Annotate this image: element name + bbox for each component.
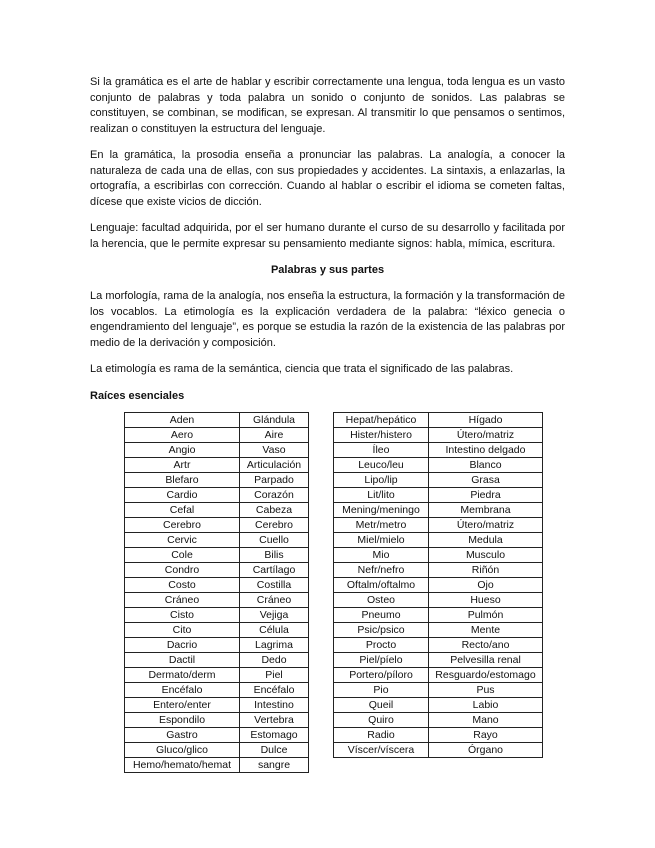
table-row (125, 547, 309, 562)
meaning-cell: Pulmón (429, 607, 543, 622)
root-cell: Lit/lito (334, 487, 429, 502)
root-cell: Encéfalo (125, 682, 240, 697)
root-cell: Hemo/hemato/hemat (125, 757, 240, 772)
paragraph-morfologia: La morfología, rama de la analogía, nos enseña la estructura, la formación y la transformación de los vocablos. La etimología es la explicación verdadera de la palabra: “léxico genecia o engendramiento del lenguaje”, es porque se estudia la razón de la existencia de las palabras por medio de la derivación y composición. (90, 290, 565, 349)
meaning-cell: Corazón (240, 487, 309, 502)
root-cell: Angio (125, 442, 240, 457)
meaning-cell: Cabeza (240, 502, 309, 517)
table-row (125, 682, 309, 697)
meaning-cell: Hígado (429, 412, 543, 427)
root-cell: Gastro (125, 727, 240, 742)
table-row (125, 487, 309, 502)
root-cell: Nefr/nefro (334, 562, 429, 577)
table-row (334, 442, 543, 457)
meaning-cell: sangre (240, 757, 309, 772)
table-row (334, 532, 543, 547)
table-row (334, 622, 543, 637)
meaning-cell: Bilis (240, 547, 309, 562)
root-cell: Cervic (125, 532, 240, 547)
meaning-cell: Ojo (429, 577, 543, 592)
root-cell: Cefal (125, 502, 240, 517)
meaning-cell: Cartílago (240, 562, 309, 577)
paragraph-gramatica: Si la gramática es el arte de hablar y escribir correctamente una lengua, toda lengua es un vasto conjunto de palabras y toda palabra un sonido o conjunto de sonidos. Las palabras se constituyen, se combinan, se modifican, se expresan. Al transmitir lo que pensamos o sentimos, realizan o constituyen la estructura del lenguaje. (90, 76, 565, 135)
meaning-cell: Intestino (240, 697, 309, 712)
root-cell: Entero/enter (125, 697, 240, 712)
meaning-cell: Dedo (240, 652, 309, 667)
meaning-cell: Pus (429, 682, 543, 697)
meaning-cell: Hueso (429, 592, 543, 607)
root-cell: Aero (125, 427, 240, 442)
root-cell: Costo (125, 577, 240, 592)
table-row (334, 697, 543, 712)
root-cell: Cito (125, 622, 240, 637)
meaning-cell: Aire (240, 427, 309, 442)
root-cell: Pio (334, 682, 429, 697)
meaning-cell: Labio (429, 697, 543, 712)
paragraph-prosodia: En la gramática, la prosodia enseña a pronunciar las palabras. La analogía, a conocer la naturaleza de cada una de ellas, con sus propiedades y accidentes. La sintaxis, a enlazarlas, la ortografía, a escribirlas con corrección. Cuando al hablar o escribir el idioma se cometen faltas, dícese que existe vicios de dicción. (90, 149, 565, 208)
root-cell: Oftalm/oftalmo (334, 577, 429, 592)
root-cell: Mening/meningo (334, 502, 429, 517)
root-cell: Aden (125, 412, 240, 427)
meaning-cell: Membrana (429, 502, 543, 517)
meaning-cell: Estomago (240, 727, 309, 742)
table-row (125, 727, 309, 742)
root-cell: Leuco/leu (334, 457, 429, 472)
table-row (334, 562, 543, 577)
root-cell: Piel/píelo (334, 652, 429, 667)
table-row (334, 502, 543, 517)
root-cell: Espondilo (125, 712, 240, 727)
table-row (334, 577, 543, 592)
root-cell: Blefaro (125, 472, 240, 487)
meaning-cell: Cerebro (240, 517, 309, 532)
table-row (334, 637, 543, 652)
table-row (334, 427, 543, 442)
table-row (334, 742, 543, 757)
meaning-cell: Útero/matriz (429, 427, 543, 442)
table-row (125, 442, 309, 457)
table-row (334, 487, 543, 502)
table-row (334, 667, 543, 682)
meaning-cell: Cuello (240, 532, 309, 547)
meaning-cell: Dulce (240, 742, 309, 757)
table-row (334, 457, 543, 472)
meaning-cell: Órgano (429, 742, 543, 757)
root-cell: Portero/píloro (334, 667, 429, 682)
table-row (125, 532, 309, 547)
meaning-cell: Resguardo/estomago (429, 667, 543, 682)
root-cell: Cisto (125, 607, 240, 622)
meaning-cell: Medula (429, 532, 543, 547)
table-row (125, 622, 309, 637)
root-cell: Íleo (334, 442, 429, 457)
root-cell: Radio (334, 727, 429, 742)
root-cell: Lipo/lip (334, 472, 429, 487)
meaning-cell: Grasa (429, 472, 543, 487)
meaning-cell: Piedra (429, 487, 543, 502)
meaning-cell: Glándula (240, 412, 309, 427)
meaning-cell: Célula (240, 622, 309, 637)
root-cell: Dacrio (125, 637, 240, 652)
table-row (334, 592, 543, 607)
document-body (90, 75, 565, 782)
root-cell: Pneumo (334, 607, 429, 622)
roots-tables (90, 412, 565, 782)
table-row (334, 472, 543, 487)
table-row (125, 607, 309, 622)
root-cell: Cole (125, 547, 240, 562)
meaning-cell: Pelvesilla renal (429, 652, 543, 667)
table-row (334, 652, 543, 667)
root-cell: Artr (125, 457, 240, 472)
meaning-cell: Articulación (240, 457, 309, 472)
table-row (125, 742, 309, 757)
meaning-cell: Vaso (240, 442, 309, 457)
meaning-cell: Costilla (240, 577, 309, 592)
table-row (334, 727, 543, 742)
root-cell: Quiro (334, 712, 429, 727)
root-cell: Queil (334, 697, 429, 712)
table-row (125, 592, 309, 607)
root-cell: Mio (334, 547, 429, 562)
table-row (125, 517, 309, 532)
meaning-cell: Lagrima (240, 637, 309, 652)
meaning-cell: Rayo (429, 727, 543, 742)
table-row (334, 547, 543, 562)
root-cell: Dactil (125, 652, 240, 667)
table-row (125, 637, 309, 652)
table-row (334, 412, 543, 427)
paragraph-etimologia: La etimología es rama de la semántica, ciencia que trata el significado de las palabras. (90, 363, 514, 375)
root-cell: Gluco/glico (125, 742, 240, 757)
root-cell: Dermato/derm (125, 667, 240, 682)
meaning-cell: Mano (429, 712, 543, 727)
table-row (125, 667, 309, 682)
meaning-cell: Riñón (429, 562, 543, 577)
section-heading: Palabras y sus partes (270, 264, 385, 276)
root-cell: Condro (125, 562, 240, 577)
table-row (125, 712, 309, 727)
meaning-cell: Mente (429, 622, 543, 637)
meaning-cell: Piel (240, 667, 309, 682)
root-cell: Miel/mielo (334, 532, 429, 547)
table-row (125, 457, 309, 472)
root-cell: Hister/histero (334, 427, 429, 442)
root-cell: Procto (334, 637, 429, 652)
table-row (125, 472, 309, 487)
meaning-cell: Vejiga (240, 607, 309, 622)
root-cell: Cerebro (125, 517, 240, 532)
meaning-cell: Musculo (429, 547, 543, 562)
table-row (125, 427, 309, 442)
meaning-cell: Cráneo (240, 592, 309, 607)
meaning-cell: Intestino delgado (429, 442, 543, 457)
root-cell: Psic/psico (334, 622, 429, 637)
table-row (125, 697, 309, 712)
meaning-cell: Vertebra (240, 712, 309, 727)
subheading-raices: Raíces esenciales (90, 389, 185, 402)
table-row (125, 412, 309, 427)
root-cell: Víscer/víscera (334, 742, 429, 757)
table-row (125, 757, 309, 772)
table-row (334, 607, 543, 622)
root-cell: Osteo (334, 592, 429, 607)
meaning-cell: Útero/matriz (429, 517, 543, 532)
table-row (125, 652, 309, 667)
root-cell: Cardio (125, 487, 240, 502)
meaning-cell: Parpado (240, 472, 309, 487)
table-row (125, 577, 309, 592)
root-cell: Metr/metro (334, 517, 429, 532)
table-row (125, 562, 309, 577)
table-row (334, 712, 543, 727)
root-cell: Cráneo (125, 592, 240, 607)
meaning-cell: Blanco (429, 457, 543, 472)
roots-table-left (124, 412, 309, 773)
table-row (334, 682, 543, 697)
meaning-cell: Recto/ano (429, 637, 543, 652)
table-row (334, 517, 543, 532)
table-row (125, 502, 309, 517)
roots-table-right (333, 412, 543, 758)
root-cell: Hepat/hepático (334, 412, 429, 427)
paragraph-lenguaje: Lenguaje: facultad adquirida, por el ser humano durante el curso de su desarrollo y facilitada por la herencia, que le permite expresar su pensamiento mediante signos: habla, mímica, escritura. (90, 222, 565, 250)
meaning-cell: Encéfalo (240, 682, 309, 697)
